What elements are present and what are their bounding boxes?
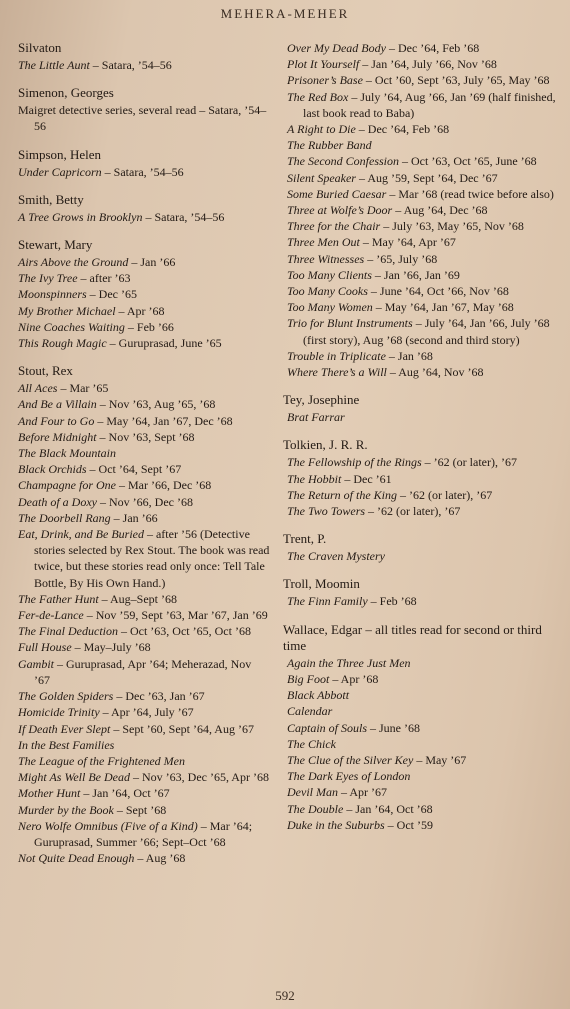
book-title: Three Men Out xyxy=(287,235,360,250)
book-title: Nero Wolfe Omnibus (Five of a Kind) xyxy=(18,818,198,833)
reading-note: – Aug ’68 xyxy=(134,851,186,866)
author-group xyxy=(281,622,566,833)
reading-note: – Dec ’64, Feb ’68 xyxy=(355,122,450,137)
book-title: Captain of Souls xyxy=(287,720,368,735)
book-entry xyxy=(285,671,566,687)
book-title: Brat Farrar xyxy=(287,410,345,425)
book-title: The Return of the King xyxy=(287,487,397,502)
book-entry xyxy=(285,218,566,234)
page-number: 592 xyxy=(275,988,295,1003)
book-entry xyxy=(16,57,270,73)
book-entry xyxy=(16,303,270,319)
reading-note: – July ’64, Aug ’66, Jan ’69 (half finished, last book read to Baba) xyxy=(303,89,556,120)
book-entry xyxy=(16,850,270,866)
book-title: Some Buried Caesar xyxy=(287,186,387,201)
book-title: Where There’s a Will xyxy=(287,365,387,380)
book-entry xyxy=(285,234,566,250)
book-entry xyxy=(16,639,270,655)
book-entry xyxy=(285,736,566,752)
reading-note: – Dec ’65 xyxy=(86,287,137,302)
book-entry xyxy=(285,752,566,768)
author-group xyxy=(8,237,270,351)
book-entry xyxy=(285,655,566,671)
author-name: Tolkien, J. R. R. xyxy=(283,437,368,453)
book-entry xyxy=(16,785,270,801)
reading-note: – Guruprasad, June ’65 xyxy=(106,336,222,351)
book-entry xyxy=(285,56,566,72)
book-title: This Rough Magic xyxy=(18,336,107,351)
reading-note: – Feb ’66 xyxy=(124,319,174,334)
book-entry xyxy=(285,768,566,784)
book-entry xyxy=(285,348,566,364)
book-title: The Two Towers xyxy=(287,504,366,519)
reading-note: – Nov ’66, Dec ’68 xyxy=(96,494,193,509)
author-name: Stewart, Mary xyxy=(18,237,93,253)
author-group xyxy=(8,147,270,180)
book-entry xyxy=(16,623,270,639)
left-column xyxy=(8,40,270,878)
reading-note: – ’62 (or later), ’67 xyxy=(421,455,517,470)
book-title: Too Many Clients xyxy=(287,267,372,282)
book-title: Mother Hunt xyxy=(18,786,81,801)
book-title: Three for the Chair xyxy=(287,219,381,234)
book-title: Before Midnight xyxy=(18,429,97,444)
reading-note: – Aug–Sept ’68 xyxy=(98,591,178,606)
author-group xyxy=(8,40,270,73)
book-title: Prisoner’s Base xyxy=(287,73,363,88)
author-group xyxy=(281,392,566,425)
book-title: The Golden Spiders xyxy=(18,689,114,704)
book-title: The Craven Mystery xyxy=(287,549,385,564)
book-title: Might As Well Be Dead xyxy=(18,770,130,785)
right-column xyxy=(281,40,566,845)
author-group xyxy=(281,576,566,609)
book-entry xyxy=(285,801,566,817)
reading-note: – Jan ’68 xyxy=(385,348,433,363)
author-group xyxy=(8,363,270,866)
book-entry xyxy=(285,153,566,169)
reading-note: – Oct ’60, Sept ’63, July ’65, May ’68 xyxy=(362,73,550,88)
book-entry xyxy=(285,364,566,380)
book-entry xyxy=(16,818,270,850)
book-entry xyxy=(16,737,270,753)
author-name: Smith, Betty xyxy=(18,191,84,207)
reading-note: – Guruprasad, Apr ’64; Meherazad, Nov ’67 xyxy=(34,656,252,687)
reading-note: – May–July ’68 xyxy=(71,640,151,655)
book-title: Moonspinners xyxy=(18,287,87,302)
book-entry xyxy=(285,170,566,186)
book-title: Trio for Blunt Instruments xyxy=(287,316,413,331)
author-group xyxy=(281,437,566,519)
reading-note: – after ’56 (Detective stories selected by Rex Stout. The book was read twice, but these stories read only once: Tell Tale Bottle, By His Own Hand.) xyxy=(34,527,270,590)
reading-note: – Apr ’67 xyxy=(337,785,387,800)
reading-note: – Jan ’66 xyxy=(110,510,158,525)
book-title: A Tree Grows in Brooklyn xyxy=(18,209,143,224)
book-entry xyxy=(285,251,566,267)
author-group xyxy=(281,40,566,380)
reading-note: – Oct ’63, Oct ’65, Oct ’68 xyxy=(117,624,251,639)
reading-note: – Nov ’63, Sept ’68 xyxy=(96,429,195,444)
book-entry xyxy=(16,510,270,526)
book-title: The Dark Eyes of London xyxy=(287,769,411,784)
book-entry xyxy=(16,753,270,769)
reading-note: – May ’67 xyxy=(413,752,467,767)
book-title: Black Abbott xyxy=(287,688,350,703)
book-entry xyxy=(285,817,566,833)
reading-note: – Satara, ’54–56 xyxy=(101,164,184,179)
reading-note: – ’65, July ’68 xyxy=(364,251,438,266)
reading-note: – June ’68 xyxy=(367,720,421,735)
book-title: Trouble in Triplicate xyxy=(287,348,386,363)
book-title: Silent Speaker xyxy=(287,170,356,185)
book-title: Devil Man xyxy=(287,785,338,800)
author-name: Wallace, Edgar – all titles read for second or third time xyxy=(283,621,542,653)
book-entry xyxy=(285,454,566,470)
reading-note: – Oct ’59 xyxy=(384,817,433,832)
author-name: Trent, P. xyxy=(283,531,327,547)
book-entry xyxy=(16,254,270,270)
book-entry xyxy=(16,656,270,688)
book-entry xyxy=(16,270,270,286)
book-title: Not Quite Dead Enough xyxy=(18,851,135,866)
book-entry xyxy=(16,802,270,818)
book-entry xyxy=(285,503,566,519)
book-title: The Second Confession xyxy=(287,154,399,169)
book-entry xyxy=(16,164,270,180)
book-title: All Aces xyxy=(18,381,58,396)
reading-note: – Feb ’68 xyxy=(367,594,417,609)
book-title: Again the Three Just Men xyxy=(287,655,411,670)
book-title: And Four to Go xyxy=(18,413,95,428)
book-title: Plot It Yourself xyxy=(287,57,360,72)
book-entry xyxy=(285,548,566,564)
book-title: Calendar xyxy=(287,704,333,719)
book-title: The Little Aunt xyxy=(18,58,90,72)
book-entry xyxy=(16,704,270,720)
book-entry xyxy=(285,409,566,425)
reading-note: – Aug ’64, Nov ’68 xyxy=(386,365,484,380)
reading-note: – Mar ’65 xyxy=(57,381,109,396)
reading-note: – May ’64, Jan ’67, May ’68 xyxy=(372,300,514,315)
book-entry xyxy=(285,593,566,609)
book-title: Three at Wolfe’s Door xyxy=(287,203,393,218)
book-entry xyxy=(285,299,566,315)
reading-note: – Jan ’64, July ’66, Nov ’68 xyxy=(359,57,497,72)
reading-note: – Satara, ’54–56 xyxy=(142,209,225,224)
reading-note: – ’62 (or later), ’67 xyxy=(397,487,493,502)
book-entry xyxy=(16,591,270,607)
book-title: Too Many Women xyxy=(287,300,373,315)
reading-note: – Apr ’68 xyxy=(329,671,379,686)
book-title: Homicide Trinity xyxy=(18,705,100,720)
reading-note: – Dec ’63, Jan ’67 xyxy=(113,689,205,704)
book-title: And Be a Villain xyxy=(18,397,97,412)
reading-note: – Jan ’66 xyxy=(128,255,176,270)
book-entry xyxy=(285,784,566,800)
book-entry xyxy=(285,471,566,487)
book-title: Too Many Cooks xyxy=(287,284,368,299)
book-title: My Brother Michael xyxy=(18,303,116,318)
book-title: Fer-de-Lance xyxy=(18,608,84,623)
book-title: The Father Hunt xyxy=(18,591,99,606)
book-title: The Ivy Tree xyxy=(18,271,78,286)
book-title: Black Orchids xyxy=(18,462,87,477)
reading-note: – Apr ’68 xyxy=(115,303,165,318)
book-entry xyxy=(285,89,566,121)
reading-note: – June ’64, Oct ’66, Nov ’68 xyxy=(367,284,509,299)
reading-note: – Aug ’64, Dec ’68 xyxy=(392,203,488,218)
book-title: Full House xyxy=(18,640,72,655)
book-entry xyxy=(16,396,270,412)
book-entry xyxy=(285,267,566,283)
author-name: Simpson, Helen xyxy=(18,146,102,162)
book-entry xyxy=(16,494,270,510)
book-title: The Final Deduction xyxy=(18,624,118,639)
author-name: Troll, Moomin xyxy=(283,576,360,592)
author-name: Stout, Rex xyxy=(18,363,73,379)
reading-note: – ’62 (or later), ’67 xyxy=(365,504,461,519)
book-entry xyxy=(16,769,270,785)
reading-note: – July ’63, May ’65, Nov ’68 xyxy=(380,219,524,234)
book-entry xyxy=(285,40,566,56)
book-entry xyxy=(285,703,566,719)
book-title: Eat, Drink, and Be Buried xyxy=(18,527,144,542)
reading-note: – Nov ’63, Aug ’65, ’68 xyxy=(96,397,216,412)
book-title: The Chick xyxy=(287,736,336,751)
book-title: The Doorbell Rang xyxy=(18,510,111,525)
reading-note: – Oct ’64, Sept ’67 xyxy=(86,462,182,477)
book-entry xyxy=(16,688,270,704)
book-title: Champagne for One xyxy=(18,478,116,493)
book-entry xyxy=(16,429,270,445)
book-title: Airs Above the Ground xyxy=(18,255,129,270)
reading-note: – Nov ’59, Sept ’63, Mar ’67, Jan ’69 xyxy=(83,608,268,623)
book-entry xyxy=(16,102,270,134)
reading-note: – Jan ’64, Oct ’67 xyxy=(80,786,170,801)
book-entry xyxy=(16,209,270,225)
reading-note: – Satara, ’54–56 xyxy=(89,58,172,72)
book-title: Death of a Doxy xyxy=(18,494,97,509)
book-title: The Double xyxy=(287,801,344,816)
book-title: Nine Coaches Waiting xyxy=(18,319,125,334)
reading-note: Maigret detective series, several read – Satara, ’54–56 xyxy=(18,103,267,134)
running-header: MEHERA-MEHER xyxy=(220,6,350,21)
book-entry xyxy=(16,286,270,302)
book-entry xyxy=(285,72,566,88)
book-title: The Hobbit xyxy=(287,471,342,486)
book-title: In the Best Families xyxy=(18,737,115,752)
book-title: The Fellowship of the Rings xyxy=(287,455,422,470)
reading-note: – Oct ’63, Oct ’65, June ’68 xyxy=(399,154,537,169)
book-entry xyxy=(285,202,566,218)
reading-note: – Jan ’64, Oct ’68 xyxy=(343,801,433,816)
reading-note: – Jan ’66, Jan ’69 xyxy=(371,267,460,282)
reading-note: – Dec ’61 xyxy=(341,471,392,486)
reading-note: – Mar ’64; Guruprasad, Summer ’66; Sept–Oct ’68 xyxy=(34,818,253,849)
book-entry xyxy=(285,137,566,153)
book-title: The Red Box xyxy=(287,89,349,104)
book-title: Three Witnesses xyxy=(287,251,365,266)
book-entry xyxy=(16,319,270,335)
book-entry xyxy=(16,461,270,477)
reading-note: – Mar ’68 (read twice before also) xyxy=(386,186,554,201)
book-title: Duke in the Suburbs xyxy=(287,817,385,832)
reading-note: – Sept ’68 xyxy=(113,802,167,817)
book-entry xyxy=(285,720,566,736)
book-entry xyxy=(16,445,270,461)
book-title: A Right to Die xyxy=(287,122,356,137)
book-title: The Clue of the Silver Key xyxy=(287,752,414,767)
author-name: Silvaton xyxy=(18,40,62,55)
book-title: Murder by the Book xyxy=(18,802,114,817)
book-entry xyxy=(285,687,566,703)
book-title: Over My Dead Body xyxy=(287,41,386,55)
author-group xyxy=(8,85,270,134)
book-entry xyxy=(285,487,566,503)
book-title: Big Foot xyxy=(287,671,330,686)
reading-note: – Dec ’64, Feb ’68 xyxy=(385,41,480,55)
reading-note: – Aug ’59, Sept ’64, Dec ’67 xyxy=(355,170,498,185)
book-title: Gambit xyxy=(18,656,54,671)
book-title: The Rubber Band xyxy=(287,138,372,153)
book-title: The League of the Frightened Men xyxy=(18,753,185,768)
book-title: The Black Mountain xyxy=(18,446,116,461)
book-entry xyxy=(16,607,270,623)
author-name: Simenon, Georges xyxy=(18,85,114,101)
reading-note: – Mar ’66, Dec ’68 xyxy=(116,478,212,493)
reading-note: – Nov ’63, Dec ’65, Apr ’68 xyxy=(129,770,269,785)
author-group xyxy=(8,192,270,225)
book-title: The Finn Family xyxy=(287,594,368,609)
book-entry xyxy=(16,380,270,396)
reading-note: – May ’64, Jan ’67, Dec ’68 xyxy=(94,413,233,428)
author-group xyxy=(281,531,566,564)
book-entry xyxy=(16,335,270,351)
book-entry xyxy=(285,186,566,202)
reading-note: – after ’63 xyxy=(77,271,131,286)
author-name: Tey, Josephine xyxy=(283,392,360,408)
book-entry xyxy=(16,526,270,591)
book-entry xyxy=(16,721,270,737)
reading-note: – Sept ’60, Sept ’64, Aug ’67 xyxy=(110,721,254,736)
book-title: If Death Ever Slept xyxy=(18,721,111,736)
reading-note: – Apr ’64, July ’67 xyxy=(99,705,194,720)
book-entry xyxy=(16,477,270,493)
book-title: Under Capricorn xyxy=(18,164,102,179)
book-entry xyxy=(285,315,566,347)
reading-note: – July ’64, Jan ’66, July ’68 (first story), Aug ’68 (second and third story) xyxy=(303,316,550,347)
book-entry xyxy=(285,121,566,137)
book-entry xyxy=(16,413,270,429)
reading-note: – May ’64, Apr ’67 xyxy=(359,235,456,250)
book-entry xyxy=(285,283,566,299)
